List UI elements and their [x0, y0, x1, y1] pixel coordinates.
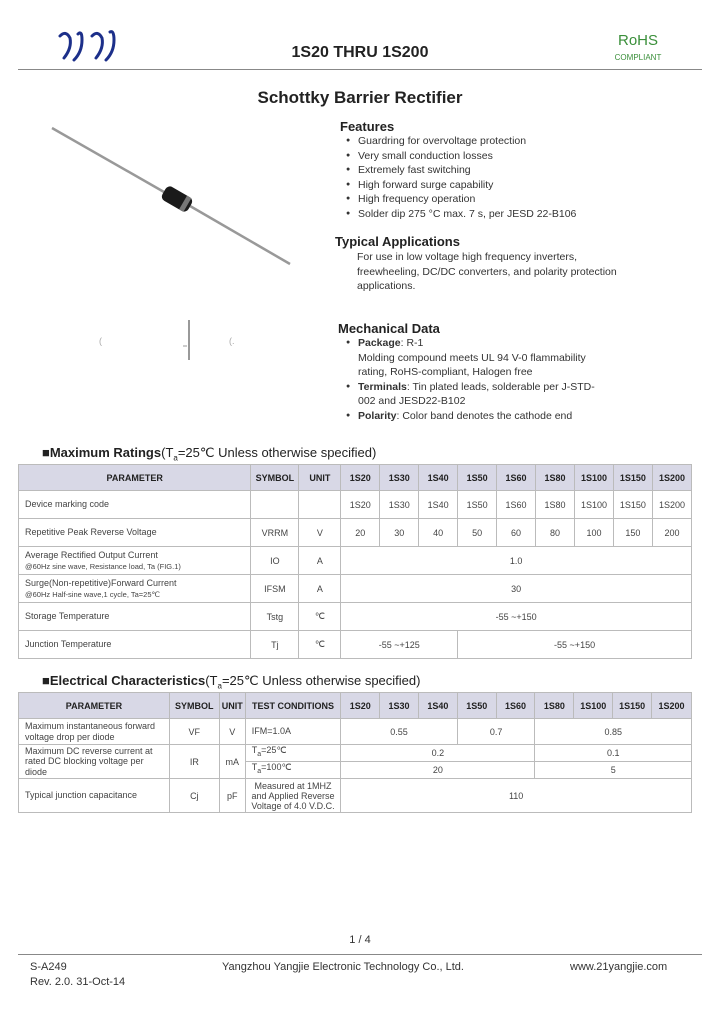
header-cell: 1S40: [419, 465, 458, 491]
table-row: [19, 631, 692, 659]
rohs-badge: [608, 32, 668, 62]
header-cell: 1S100: [574, 693, 613, 719]
value-cell: 60: [497, 519, 536, 547]
value-cell: 0.85: [535, 719, 692, 745]
symbol-cell: IO: [251, 547, 299, 575]
rohs-label: RoHS: [617, 32, 658, 49]
features-heading: Features: [340, 119, 395, 134]
header-cell: SYMBOL: [169, 693, 219, 719]
website: www.21yangjie.com: [570, 961, 668, 973]
elec-heading: [42, 673, 420, 691]
unit-cell: mA: [219, 745, 245, 779]
value-cell: 1S150: [613, 491, 652, 519]
unit-cell: V: [219, 719, 245, 745]
param-cell: [19, 575, 251, 603]
table-row: [19, 719, 692, 745]
header-cell: UNIT: [219, 693, 245, 719]
value-cell: 0.2: [341, 745, 535, 762]
param-line: @60Hz sine wave, Resistance load, Ta (FIG.1): [25, 561, 181, 571]
cond-line: Voltage of 4.0 V.D.C.: [251, 800, 335, 811]
list-item: ● High frequency operation: [346, 192, 700, 207]
param-line: diode: [25, 766, 48, 777]
param-cell: Storage Temperature: [19, 603, 251, 631]
unit-cell: V: [299, 519, 341, 547]
table-header-row: [19, 465, 692, 491]
param-line: @60Hz Half-sine wave,1 cycle, Ta=25℃: [25, 589, 160, 599]
param-line: Maximum DC reverse current at: [25, 745, 153, 756]
header-cell: SYMBOL: [251, 465, 299, 491]
value-cell: 30: [380, 519, 419, 547]
revision: Rev. 2.0. 31-Oct-14: [30, 976, 126, 988]
text-line: For use in low voltage high frequency inverters,: [357, 251, 578, 263]
main-title: Schottky Barrier Rectifier: [257, 88, 463, 107]
item-label: Terminals: [358, 380, 407, 393]
value-cell: 200: [652, 519, 691, 547]
symbol-cell: Cj: [169, 779, 219, 813]
text-line: freewheeling, DC/DC converters, and polarity protection: [357, 265, 617, 278]
header-cell: 1S30: [380, 465, 419, 491]
table-row: [19, 779, 692, 813]
table-row: [19, 745, 692, 762]
cond-cell: [245, 762, 341, 779]
param-cell: [19, 719, 170, 745]
value-cell: 0.1: [535, 745, 692, 762]
features-section: [340, 119, 700, 221]
cond-cell: IFM=1.0A: [245, 719, 341, 745]
header-cell: UNIT: [299, 465, 341, 491]
value-cell: 30: [341, 575, 692, 603]
header-cell: TEST CONDITIONS: [245, 693, 341, 719]
value-cell: 5: [535, 762, 692, 779]
value-cell: 110: [341, 779, 692, 813]
text-line: applications.: [357, 280, 416, 292]
heading-sub: a: [217, 681, 222, 691]
list-item: [346, 380, 700, 409]
unit-cell: A: [299, 547, 341, 575]
header-cell: 1S200: [652, 693, 692, 719]
list-item: ● High forward surge capability: [346, 178, 700, 193]
header-cell: 1S60: [497, 465, 536, 491]
svg-text:(.: (.: [229, 336, 235, 346]
symbol-cell: VRRM: [251, 519, 299, 547]
footer-divider: [18, 954, 702, 955]
unit-cell: A: [299, 575, 341, 603]
list-item: [346, 336, 700, 380]
heading-cond: (T: [161, 445, 174, 460]
max-ratings-table: [18, 464, 692, 659]
list-item: ● Very small conduction losses: [346, 149, 700, 164]
features-list: [346, 134, 700, 221]
value-cell: 1S40: [419, 491, 458, 519]
list-item: [346, 409, 700, 424]
value-cell: 1S20: [341, 491, 380, 519]
doc-number: S-A249: [30, 961, 67, 973]
param-cell: Device marking code: [19, 491, 251, 519]
cond-cell: [245, 779, 341, 813]
page-number: 1 / 4: [349, 934, 371, 946]
elec-table: [18, 692, 692, 813]
unit-cell: pF: [219, 779, 245, 813]
symbol-cell: IFSM: [251, 575, 299, 603]
symbol-cell: Tj: [251, 631, 299, 659]
item-text: : R-1: [400, 337, 424, 349]
cond-line: Measured at 1MHZ: [254, 780, 332, 791]
item-text: rating, RoHS-compliant, Halogen free: [358, 366, 533, 378]
value-cell: -55 ~+150: [458, 631, 692, 659]
value-cell: 0.7: [457, 719, 535, 745]
param-line: Average Rectified Output Current: [25, 549, 158, 560]
heading-cond: (T: [205, 673, 218, 688]
table-row: [19, 547, 692, 575]
heading-text: ■Maximum Ratings: [42, 445, 162, 460]
value-cell: -55 ~+150: [341, 603, 692, 631]
unit-cell: ℃: [299, 603, 341, 631]
value-cell: 1.0: [341, 547, 692, 575]
value-cell: 1S30: [380, 491, 419, 519]
value-cell: 1S80: [536, 491, 575, 519]
value-cell: 20: [341, 762, 535, 779]
value-cell: 80: [536, 519, 575, 547]
value-cell: 40: [419, 519, 458, 547]
list-item: ● Guardring for overvoltage protection: [346, 134, 700, 149]
value-cell: 1S200: [652, 491, 691, 519]
cond-text: =25℃: [261, 745, 287, 756]
cond-cell: [245, 745, 341, 762]
company-name: Yangzhou Yangjie Electronic Technology Co., Ltd.: [222, 961, 464, 973]
header-cell: 1S80: [536, 465, 575, 491]
param-line: Maximum instantaneous forward: [25, 721, 156, 731]
mechanical-section: [338, 321, 700, 423]
header-cell: 1S20: [341, 693, 380, 719]
diode-image: [40, 118, 300, 268]
header-cell: 1S60: [496, 693, 535, 719]
rohs-compliant: COMPLIANT: [614, 53, 662, 62]
header-cell: 1S80: [535, 693, 574, 719]
unit-cell: [299, 491, 341, 519]
header-cell: 1S150: [613, 465, 652, 491]
symbol-cell: [251, 491, 299, 519]
applications-heading: Typical Applications: [335, 234, 460, 249]
max-ratings-heading: [42, 445, 376, 463]
heading-cond: =25℃ Unless otherwise specified): [177, 445, 377, 460]
mechanical-list: [346, 336, 700, 423]
param-cell: [19, 745, 170, 779]
param-cell: Typical junction capacitance: [19, 779, 170, 813]
mechanical-heading: Mechanical Data: [338, 321, 440, 336]
applications-text: [357, 250, 700, 294]
param-line: voltage drop per diode: [25, 731, 115, 742]
symbol-cell: Tstg: [251, 603, 299, 631]
item-label: Package: [358, 337, 401, 349]
cond-text: T: [251, 762, 258, 773]
value-cell: 0.55: [341, 719, 457, 745]
value-cell: 1S100: [574, 491, 613, 519]
cond-sub: a: [257, 751, 262, 759]
table-row: [19, 575, 692, 603]
heading-cond: =25℃ Unless otherwise specified): [221, 673, 421, 688]
table-row: [19, 519, 692, 547]
header-cell: 1S150: [613, 693, 652, 719]
table-header-row: [19, 693, 692, 719]
value-cell: 20: [341, 519, 380, 547]
heading-text: ■Electrical Characteristics: [42, 673, 206, 688]
cond-text: T: [251, 745, 258, 756]
value-cell: 50: [458, 519, 497, 547]
item-text: Molding compound meets UL 94 V-0 flammability: [358, 351, 586, 364]
value-cell: 150: [613, 519, 652, 547]
param-line: rated DC blocking voltage per: [25, 756, 144, 767]
heading-sub: a: [173, 453, 178, 463]
value-cell: 1S50: [458, 491, 497, 519]
header-cell: 1S50: [458, 465, 497, 491]
table-row: [19, 603, 692, 631]
header-cell: 1S200: [652, 465, 691, 491]
header-cell: PARAMETER: [19, 693, 170, 719]
param-cell: Junction Temperature: [19, 631, 251, 659]
value-cell: 1S60: [497, 491, 536, 519]
document-title: 1S20 THRU 1S200: [291, 44, 429, 61]
applications-section: [335, 234, 700, 294]
symbol-cell: IR: [169, 745, 219, 779]
svg-text:(: (: [99, 336, 102, 346]
item-text: 002 and JESD22-B102: [358, 395, 466, 407]
header-cell: 1S30: [380, 693, 419, 719]
value-cell: 100: [574, 519, 613, 547]
item-text: : Color band denotes the cathode end: [396, 409, 573, 422]
item-label: Polarity: [358, 409, 397, 422]
unit-cell: ℃: [299, 631, 341, 659]
cond-line: and Applied Reverse: [251, 790, 335, 801]
cond-text: =100℃: [261, 762, 292, 773]
symbol-cell: VF: [169, 719, 219, 745]
header-cell: 1S100: [574, 465, 613, 491]
param-cell: Repetitive Peak Reverse Voltage: [19, 519, 251, 547]
header-cell: PARAMETER: [19, 465, 251, 491]
param-line: Surge(Non-repetitive)Forward Current: [25, 577, 177, 588]
param-cell: [19, 547, 251, 575]
list-item: ● Solder dip 275 °C max. 7 s, per JESD 22-B106: [346, 207, 700, 222]
header-divider: [18, 69, 702, 70]
header-cell: 1S50: [457, 693, 496, 719]
cond-sub: a: [257, 768, 262, 776]
header-cell: 1S20: [341, 465, 380, 491]
list-item: ● Extremely fast switching: [346, 163, 700, 178]
value-cell: -55 ~+125: [341, 631, 458, 659]
table-row: [19, 491, 692, 519]
header-cell: 1S40: [418, 693, 457, 719]
outline-drawing: [95, 316, 245, 364]
item-text: : Tin plated leads, solderable per J-STD-: [406, 380, 595, 393]
